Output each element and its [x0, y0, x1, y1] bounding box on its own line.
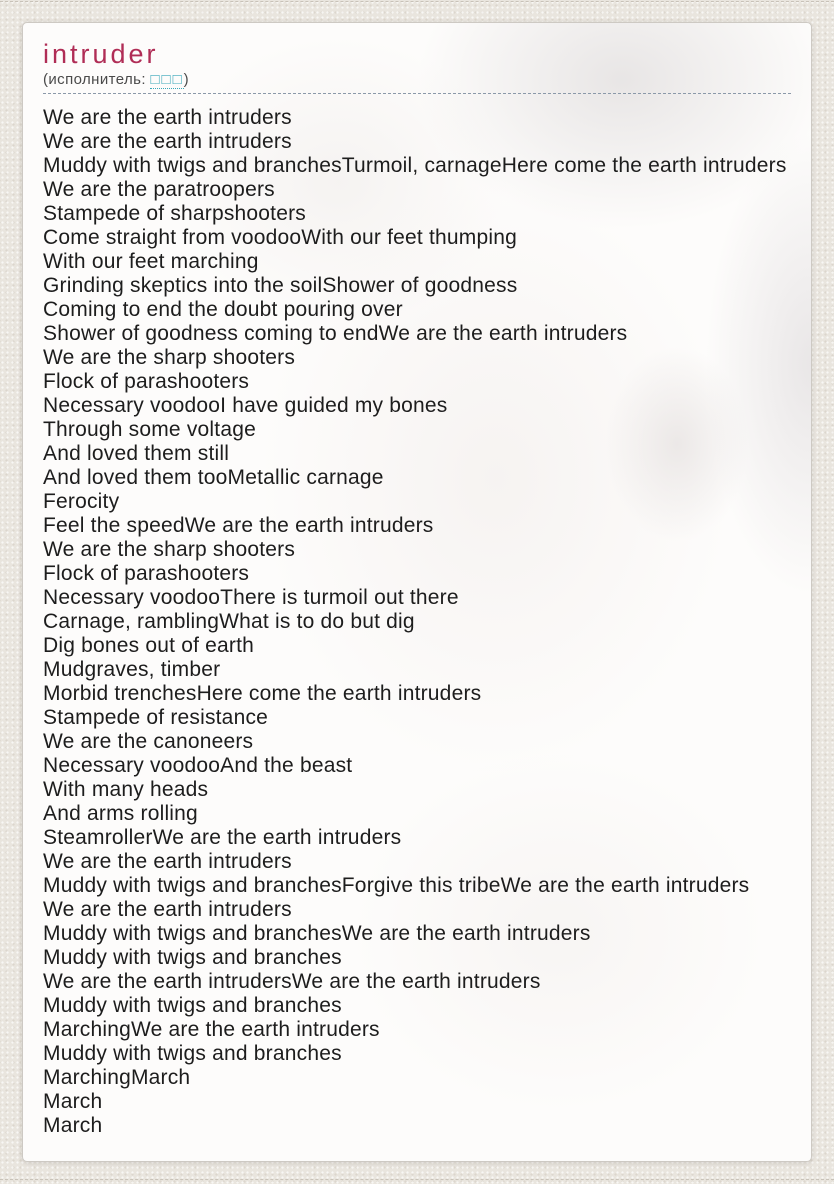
lyric-line: Coming to end the doubt pouring over: [43, 298, 403, 321]
lyric-line: Muddy with twigs and branchesWe are the earth intruders: [43, 922, 591, 945]
lyric-line: Ferocity: [43, 490, 120, 513]
lyric-line: We are the sharp shooters: [43, 538, 296, 561]
lyric-line: We are the earth intrudersWe are the earth intruders: [43, 970, 541, 993]
lyric-line: We are the earth intruders: [43, 106, 292, 129]
lyric-line: Shower of goodness coming to endWe are the earth intruders: [43, 322, 628, 345]
lyric-line: MarchingWe are the earth intruders: [43, 1018, 380, 1041]
page-bottom-divider: [0, 1179, 834, 1180]
artist-line: [43, 70, 791, 94]
lyric-line: Muddy with twigs and branchesForgive this tribeWe are the earth intruders: [43, 874, 750, 897]
lyric-line: MarchingMarch: [43, 1066, 191, 1089]
page-top-divider: [0, 1, 834, 2]
lyric-line: Through some voltage: [43, 418, 256, 441]
lyric-line: We are the earth intruders: [43, 898, 292, 921]
artist-label: (исполнитель:: [43, 71, 151, 88]
lyric-line: We are the paratroopers: [43, 178, 275, 201]
card-content: [23, 23, 811, 1138]
lyric-line: Muddy with twigs and branchesTurmoil, carnageHere come the earth intruders: [43, 154, 787, 177]
lyric-line: Dig bones out of earth: [43, 634, 255, 657]
lyrics-text: [43, 106, 791, 1138]
artist-label-close: ): [183, 71, 190, 88]
lyric-line: We are the canoneers: [43, 730, 254, 753]
lyric-line: And arms rolling: [43, 802, 198, 825]
lyric-line: Muddy with twigs and branches: [43, 946, 342, 969]
lyric-line: We are the earth intruders: [43, 850, 292, 873]
lyric-line: And loved them tooMetallic carnage: [43, 466, 384, 489]
lyric-line: Come straight from voodooWith our feet thumping: [43, 226, 517, 249]
lyric-line: Flock of parashooters: [43, 370, 250, 393]
lyric-line: March: [43, 1114, 103, 1137]
lyric-line: Stampede of resistance: [43, 706, 269, 729]
lyric-line: Necessary voodooAnd the beast: [43, 754, 353, 777]
lyric-line: March: [43, 1090, 103, 1113]
lyric-line: Stampede of sharpshooters: [43, 202, 306, 225]
song-title: intruder: [43, 39, 159, 69]
lyric-line: With our feet marching: [43, 250, 259, 273]
lyric-line: And loved them still: [43, 442, 230, 465]
lyric-line: With many heads: [43, 778, 209, 801]
lyrics-card: [22, 22, 812, 1162]
lyric-line: We are the earth intruders: [43, 130, 292, 153]
lyric-line: Flock of parashooters: [43, 562, 250, 585]
lyric-line: Necessary voodooThere is turmoil out there: [43, 586, 459, 609]
lyric-line: Carnage, ramblingWhat is to do but dig: [43, 610, 415, 633]
lyric-line: We are the sharp shooters: [43, 346, 296, 369]
lyric-line: Muddy with twigs and branches: [43, 994, 342, 1017]
lyric-line: Morbid trenchesHere come the earth intruders: [43, 682, 482, 705]
lyric-line: Mudgraves, timber: [43, 658, 221, 681]
lyric-line: Grinding skeptics into the soilShower of goodness: [43, 274, 518, 297]
artist-link[interactable]: □□□: [150, 71, 184, 88]
lyric-line: Muddy with twigs and branches: [43, 1042, 342, 1065]
lyric-line: Necessary voodooI have guided my bones: [43, 394, 448, 417]
lyric-line: SteamrollerWe are the earth intruders: [43, 826, 402, 849]
lyric-line: Feel the speedWe are the earth intruders: [43, 514, 434, 537]
